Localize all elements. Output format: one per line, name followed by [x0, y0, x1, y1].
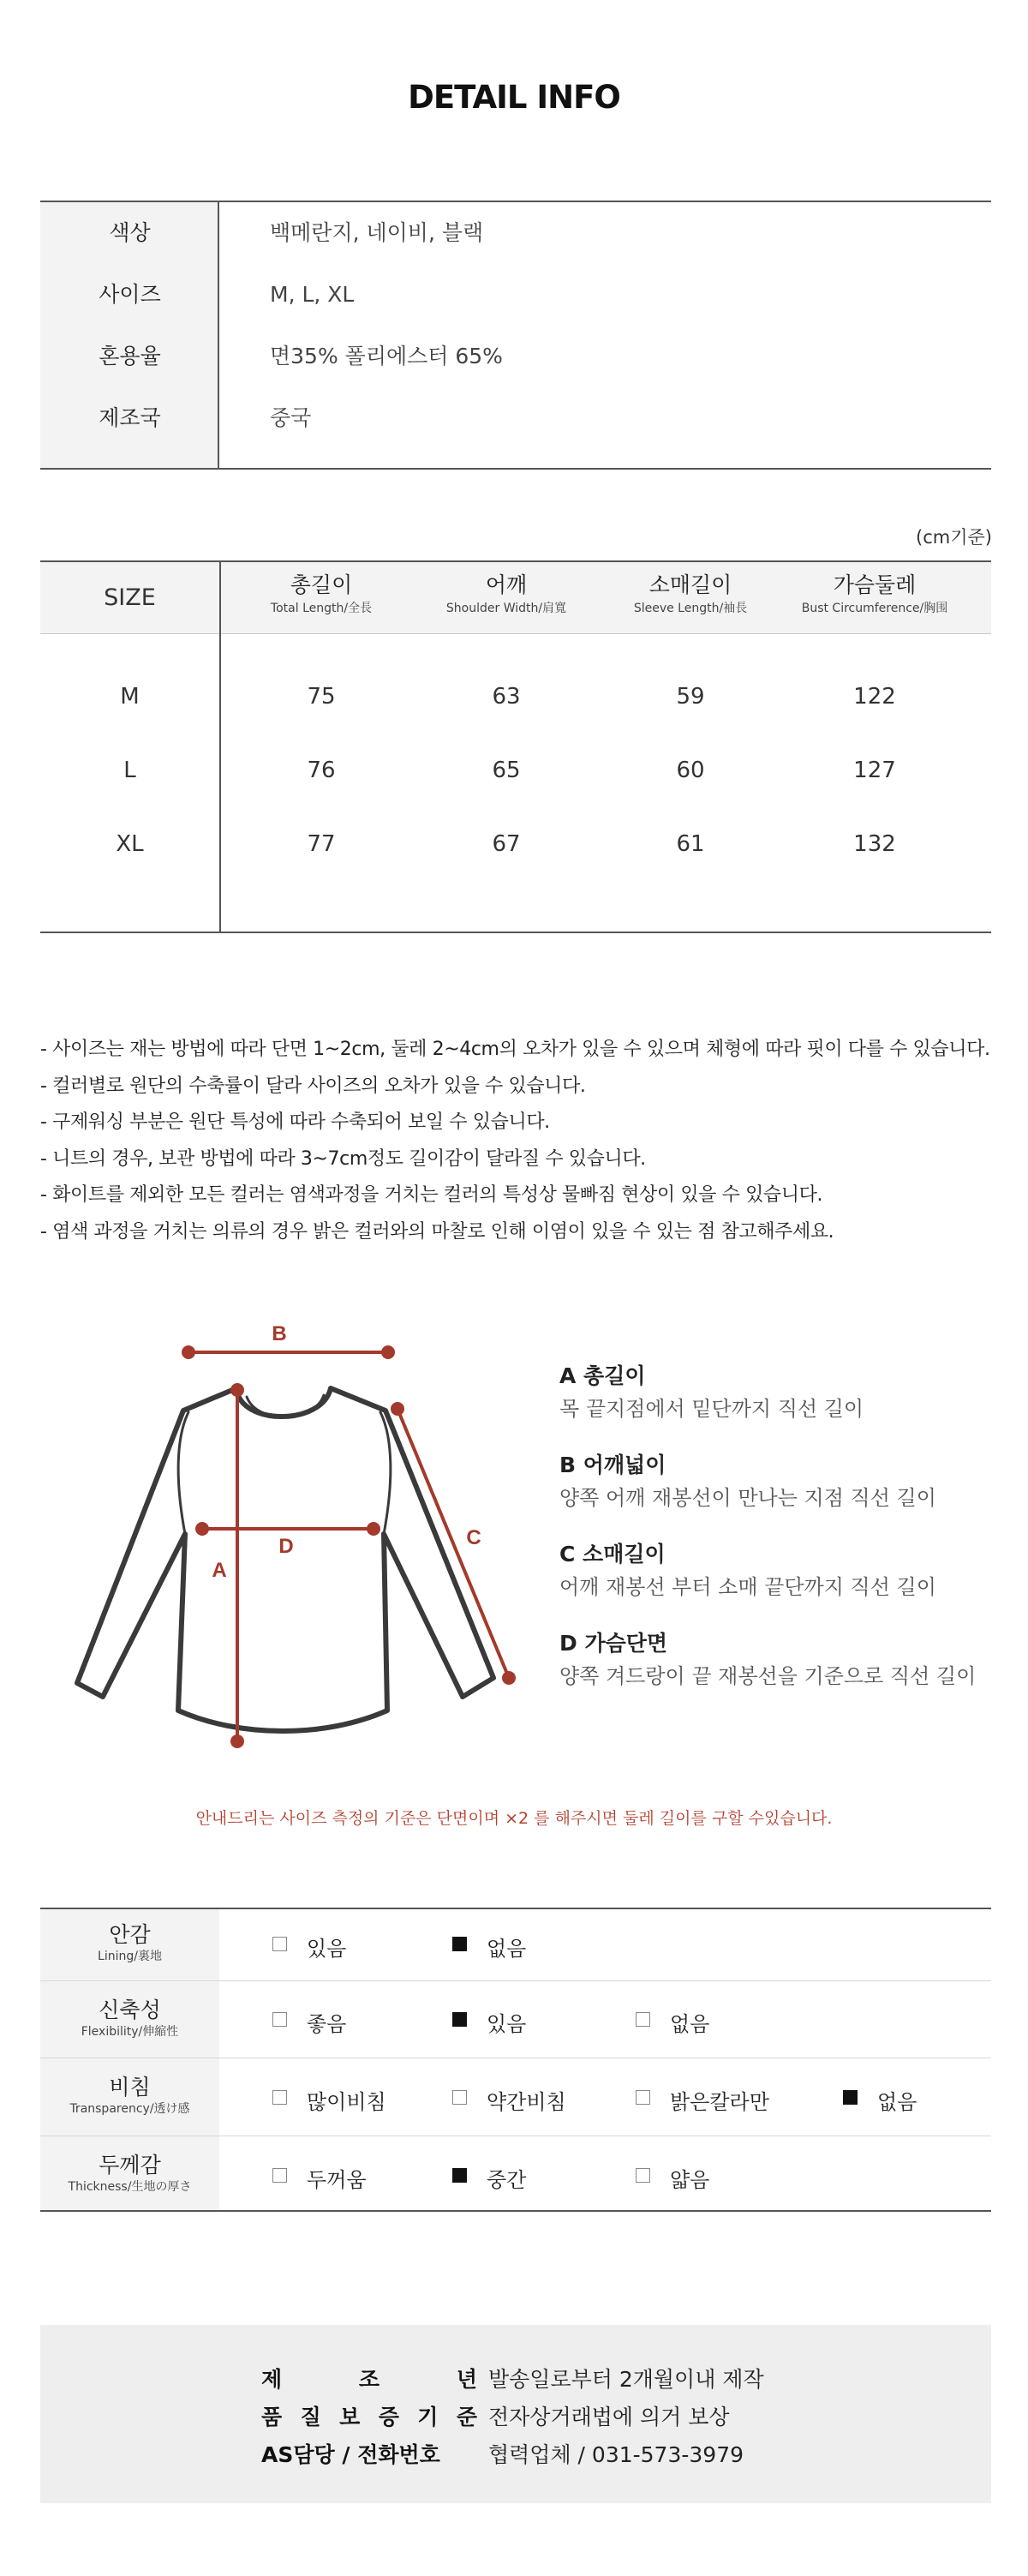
info-value: M, L, XL [270, 282, 355, 307]
page-title: DETAIL INFO [408, 79, 620, 116]
footer-value: 발송일로부터 2개월이내 제작 [488, 2367, 764, 2392]
size-cell: 75 [307, 684, 336, 710]
measure-point [183, 1347, 194, 1357]
attr-option: 없음 [670, 2012, 710, 2036]
measurement-legend [559, 1359, 1005, 1716]
checkbox [272, 1937, 287, 1951]
info-label: 제조국 [99, 405, 161, 430]
checkbox-checked [452, 2168, 467, 2183]
note-line: - 니트의 경우, 보관 방법에 따라 3~7cm정도 길이감이 달라질 수 있습니다. [40, 1147, 646, 1170]
size-cell: 122 [853, 684, 896, 710]
column-header-en: Sleeve Length/袖長 [633, 602, 748, 615]
measure-point [197, 1524, 207, 1534]
legend-item-d [559, 1626, 1005, 1716]
column-header-ko: 소매길이 [648, 572, 732, 597]
attr-label-ko: 두께감 [99, 2153, 161, 2178]
info-row-color [40, 202, 991, 264]
attr-label-en: Transparency/透け感 [69, 2102, 190, 2116]
column-header-en: Total Length/全長 [270, 602, 373, 615]
note-line: - 염색 과정을 거치는 의류의 경우 밝은 컬러와의 마찰로 인해 이염이 있을 수 있는 점 참고해주세요. [40, 1220, 834, 1243]
info-value: 면35% 폴리에스터 65% [270, 344, 503, 368]
note-line: - 화이트를 제외한 모든 컬러는 염색과정을 거치는 컬러의 특성상 물빠짐 현상이 있을 수 있습니다. [40, 1184, 823, 1206]
info-value: 백메란지, 네이비, 블랙 [270, 220, 484, 245]
attr-row-flexibility [40, 1981, 991, 2058]
legend-desc: 어깨 재봉선 부터 소매 끝단까지 직선 길이 [559, 1575, 936, 1599]
attr-label [40, 1997, 219, 2040]
measure-point [504, 1673, 514, 1683]
info-label: 색상 [109, 220, 151, 245]
unit-note: (cm기준) [916, 527, 992, 548]
size-label: XL [116, 831, 144, 857]
size-header: SIZE [104, 584, 156, 611]
legend-title: B 어깨넓이 [559, 1453, 666, 1477]
column-header-ko: 가슴둘레 [833, 572, 917, 597]
measurement-diagram [69, 1316, 531, 1762]
info-row-size [40, 264, 991, 326]
size-cell: 127 [853, 758, 896, 783]
attr-row-lining [40, 1909, 991, 1981]
footer-value: 협력업체 / 031-573-3979 [488, 2442, 744, 2467]
measurement-guide-note: 안내드리는 사이즈 측정의 기준은 단면이며 ×2 를 해주시면 둘레 길이를 구할 수있습니다. [195, 1809, 833, 1828]
measure-point [383, 1347, 393, 1357]
size-cell: 65 [492, 758, 521, 783]
column-divider [219, 562, 221, 932]
attr-row-transparency [40, 2058, 991, 2136]
basic-info-table [40, 201, 991, 470]
note-line: - 컬러별로 원단의 수축률이 달라 사이즈의 오차가 있을 수 있습니다. [40, 1075, 586, 1097]
attr-option: 밝은칼라만 [670, 2090, 769, 2114]
column-header-en: Shoulder Width/肩寬 [445, 602, 567, 615]
size-label: M [120, 684, 140, 710]
attr-label [40, 2074, 219, 2117]
legend-desc: 목 끝지점에서 밑단까지 직선 길이 [559, 1397, 864, 1421]
footer-value: 전자상거래법에 의거 보상 [488, 2405, 730, 2429]
garment-right-seam [380, 1412, 391, 1534]
size-cell: 60 [676, 758, 705, 783]
size-notes [40, 1032, 1008, 1250]
attr-option: 좋음 [307, 2012, 347, 2036]
info-row-origin [40, 387, 991, 449]
garment-outline [77, 1388, 493, 1731]
attr-label-en: Lining/裏地 [98, 1950, 162, 1963]
legend-item-c [559, 1537, 1005, 1626]
checkbox [636, 2090, 650, 2105]
size-table [40, 560, 991, 933]
checkbox [272, 2168, 287, 2183]
checkbox-checked [843, 2090, 858, 2105]
note-line: - 구제워싱 부분은 원단 특성에 따라 수축되어 보일 수 있습니다. [40, 1111, 550, 1133]
manufacturing-info-box [40, 2325, 991, 2503]
label-d: D [278, 1535, 294, 1558]
info-label: 혼용율 [99, 344, 161, 368]
legend-title: C 소매길이 [559, 1542, 666, 1567]
attr-label-ko: 신축성 [99, 1998, 161, 2022]
attr-label [40, 1921, 219, 1964]
measure-point [232, 1736, 242, 1746]
checkbox [272, 2090, 287, 2105]
garment-left-seam [178, 1412, 188, 1534]
column-header-ko: 총길이 [290, 572, 353, 597]
footer-label-year: 제 조 년 [261, 2367, 477, 2392]
attr-label [40, 2152, 219, 2195]
legend-desc: 양쪽 어깨 재봉선이 만나는 지점 직선 길이 [559, 1486, 936, 1510]
attr-option: 많이비침 [307, 2090, 386, 2114]
checkbox [452, 2090, 467, 2105]
attr-label-en: Flexibility/伸縮性 [81, 2025, 179, 2039]
column-header-en: Bust Circumference/胸围 [801, 602, 948, 615]
fabric-attributes-table [40, 1908, 991, 2212]
measure-point [392, 1404, 403, 1414]
attr-option: 있음 [307, 1937, 347, 1961]
column-header-total-length [227, 571, 415, 617]
size-cell: 67 [492, 831, 521, 857]
size-cell: 63 [492, 684, 521, 710]
attr-label-ko: 비침 [109, 2075, 151, 2100]
attr-option: 있음 [487, 2012, 527, 2036]
attr-option: 얇음 [670, 2168, 710, 2192]
footer-label-as-contact: AS담당 / 전화번호 [261, 2442, 440, 2467]
size-cell: 61 [676, 831, 705, 857]
legend-desc: 양쪽 겨드랑이 끝 재봉선을 기준으로 직선 길이 [559, 1664, 977, 1688]
label-b: B [272, 1322, 287, 1345]
size-cell: 59 [676, 684, 705, 710]
size-cell: 132 [853, 831, 896, 857]
checkbox-checked [452, 1937, 467, 1951]
size-cell: 77 [307, 831, 336, 857]
attr-label-en: Thickness/生地の厚さ [68, 2180, 192, 2194]
checkbox [272, 2012, 287, 2027]
attr-option: 없음 [877, 2090, 917, 2114]
checkbox [636, 2012, 650, 2027]
measure-point [232, 1385, 242, 1395]
garment-body-outline [77, 1388, 493, 1731]
measure-lines [183, 1347, 514, 1746]
legend-item-a [559, 1359, 1005, 1448]
attr-option: 중간 [487, 2168, 527, 2192]
info-row-material [40, 326, 991, 387]
info-label: 사이즈 [99, 282, 161, 307]
legend-title: D 가슴단면 [559, 1631, 668, 1656]
column-header-ko: 어깨 [485, 572, 528, 597]
checkbox-checked [452, 2012, 467, 2027]
attr-option: 없음 [487, 1937, 527, 1961]
label-c: C [466, 1526, 481, 1549]
column-header-shoulder [412, 571, 601, 617]
column-header-sleeve [596, 571, 785, 617]
size-label: L [123, 758, 136, 783]
info-value: 중국 [270, 405, 312, 430]
attr-label-ko: 안감 [109, 1922, 151, 1947]
attr-row-thickness [40, 2136, 991, 2212]
attr-option: 약간비침 [487, 2090, 566, 2114]
measure-line-c [397, 1409, 509, 1678]
label-a: A [212, 1559, 227, 1582]
column-header-bust [780, 571, 969, 617]
attr-option: 두꺼움 [307, 2168, 367, 2192]
footer-label-warranty: 품 질 보 증 기 준 [261, 2405, 477, 2429]
legend-item-b [559, 1448, 1005, 1537]
measure-point [368, 1524, 379, 1534]
note-line: - 사이즈는 재는 방법에 따라 단면 1~2cm, 둘레 2~4cm의 오차가 있을 수 있으며 체형에 따라 핏이 다를 수 있습니다. [40, 1039, 990, 1060]
legend-title: A 총길이 [559, 1363, 646, 1388]
size-cell: 76 [307, 758, 336, 783]
checkbox [636, 2168, 650, 2183]
